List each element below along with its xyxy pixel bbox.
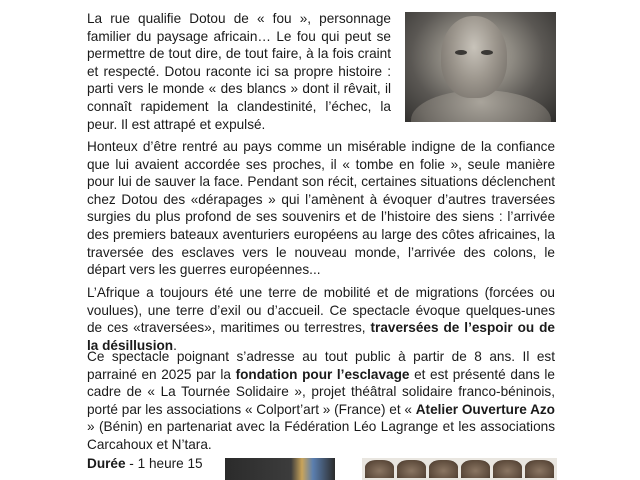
paragraph-text: La rue qualifie Dotou de « fou », personnage familier du paysage africain… Le fou qui peut se permettre de tout dire, de tout faire, à la fois craint et respecté. Dotou raconte ici sa propre histoire : parti vers le monde « des blancs » dont il rêvait, il connaît rapidement la clandestinité, l’échec, la peur. Il est attrapé et expulsé. — [87, 11, 391, 132]
portrait-face — [461, 460, 490, 478]
paragraph-text: Honteux d’être rentré au pays comme un misérable indigne de la confiance que lui avaient accordée ses proches, il « tombe en folie », seule manière pour lui de sauver la face. Pendant son récit, certaines situations déclenchent chez Dotou des «dérapages » qui l’amènent à évoquer d’autres traversées surgies du plus profond de ses souvenirs et de l’histoire des siens : l’arrivée des premiers bateaux aventuriers européens au large des côtes africaines, la traversée des esclaves vers le nouveau monde, l’arrivée des colons, le départ vers les guerres européennes... — [87, 139, 555, 278]
historical-portraits-photo — [362, 458, 557, 480]
paragraph-text: Ce spectacle poignant s’adresse au tout public à partir de 8 ans. Il est parrainé en 2025 par la — [87, 349, 555, 382]
portrait-face — [525, 460, 554, 478]
dotou-portrait-photo — [405, 12, 556, 122]
intro-paragraph — [87, 10, 391, 133]
portrait-head — [441, 16, 507, 98]
paragraph-text: L’Afrique a toujours été une terre de mobilité et de migrations (forcées ou voulues), une terre d’exil ou d’accueil. Ce spectacle évoque quelques-unes de ces «traversées», maritimes ou terrestres, — [87, 285, 555, 336]
sponsorship-paragraph — [87, 348, 555, 454]
emphasis-text: traversées de l’espoir ou de la désillusion — [87, 320, 555, 353]
portrait-face — [397, 460, 426, 478]
emphasis-text: Atelier Ouverture Azo — [415, 401, 555, 417]
paragraph-text: . — [173, 337, 177, 353]
duration-line — [87, 455, 203, 473]
duration-label: Durée — [87, 456, 126, 471]
emphasis-text: fondation pour l’esclavage — [235, 366, 410, 382]
portrait-face — [429, 460, 458, 478]
stage-photo — [225, 458, 335, 480]
paragraph-text: » (Bénin) en partenariat avec la Fédération Léo Lagrange et les associations Carcahoux et N’tara. — [87, 419, 555, 452]
portrait-eye-right — [481, 50, 493, 55]
migration-paragraph — [87, 284, 555, 354]
story-paragraph — [87, 138, 555, 279]
portrait-eye-left — [455, 50, 467, 55]
paragraph-text: et est présenté dans le cadre de « La Tournée Solidaire », projet théâtral solidaire franco-béninois, porté par les associations « Colport’art » (France) et « — [87, 366, 555, 417]
duration-value: - 1 heure 15 — [125, 456, 203, 471]
portrait-face — [493, 460, 522, 478]
portrait-face — [365, 460, 394, 478]
